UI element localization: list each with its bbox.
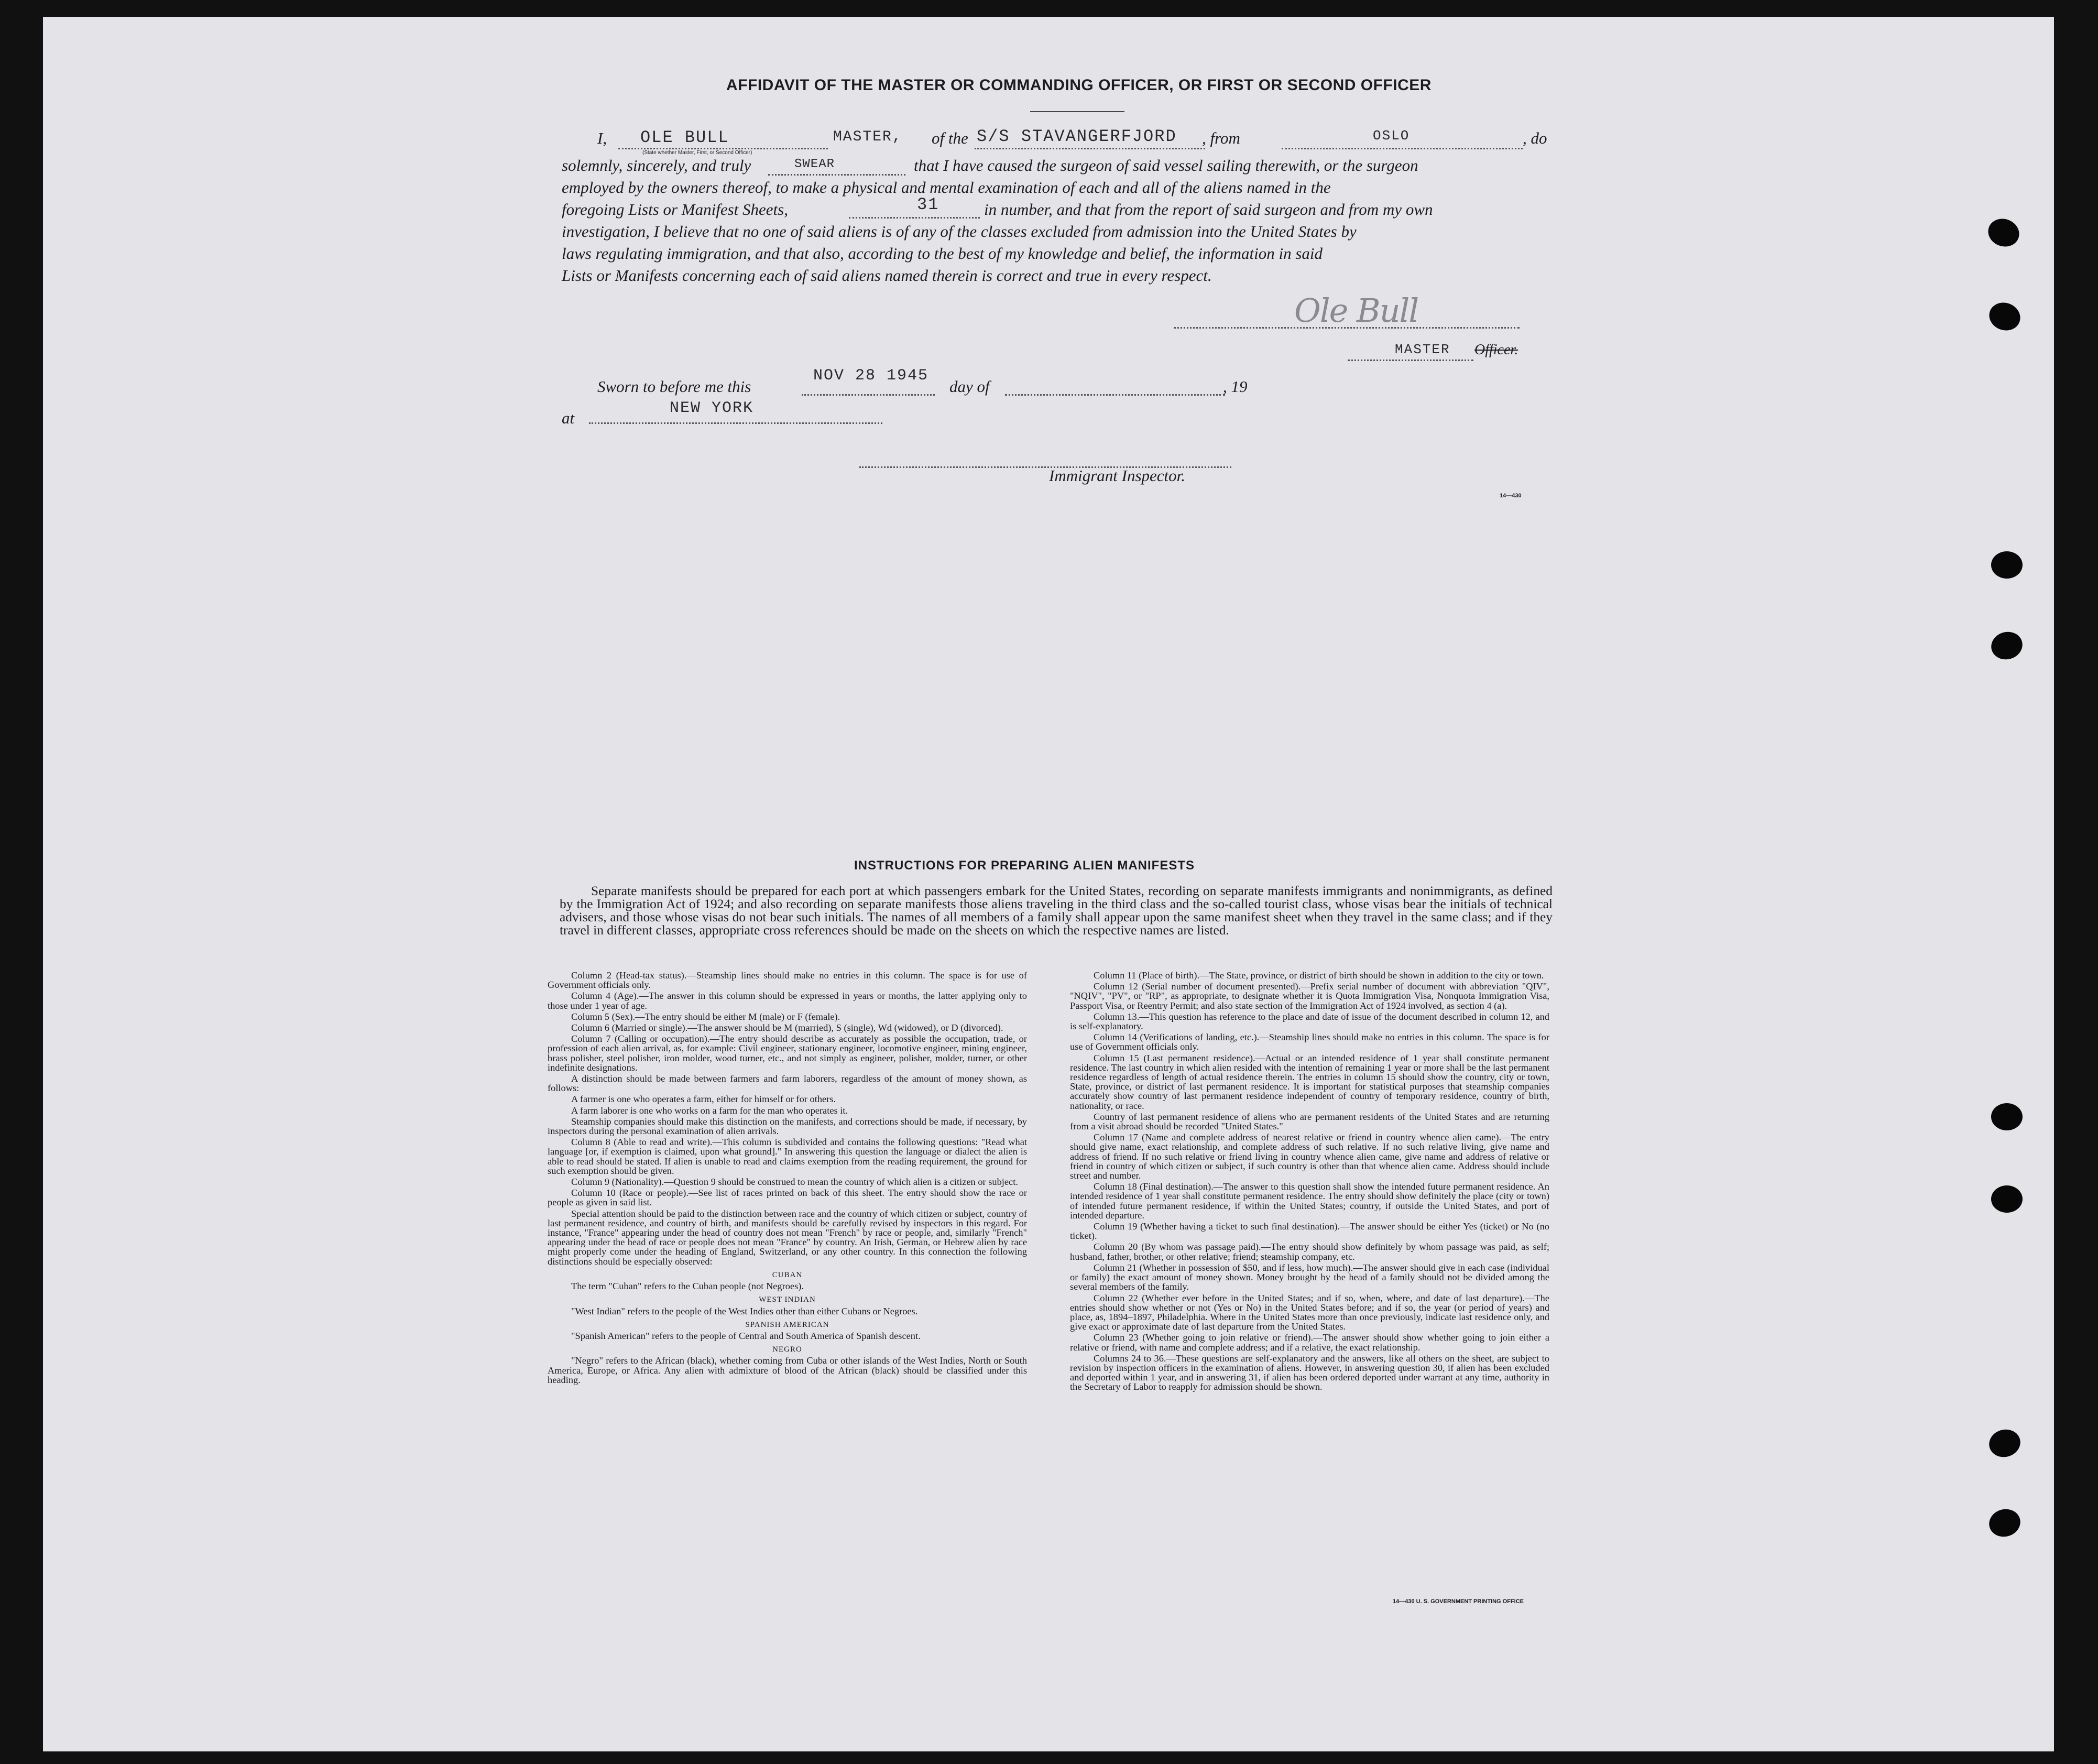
sworn-date-line: [802, 394, 935, 396]
vessel-line: [975, 148, 1205, 149]
title-rule: [1030, 111, 1124, 112]
heading-west-indian: WEST INDIAN: [759, 1295, 816, 1304]
instruction-item: Column 13.—This question has reference to the place and date of issue of the document described in column 12, and is self-explanatory.: [1070, 1011, 1549, 1032]
master-signature: Ole Bull: [1294, 291, 1418, 330]
state-note: (State whether Master, First, or Second Officer): [642, 150, 752, 156]
instruction-item: Column 4 (Age).—The answer in this column should be expressed in years or months, the latter applying only to those under 1 year of age.: [548, 990, 1027, 1011]
affidavit-title: AFFIDAVIT OF THE MASTER OR COMMANDING OFFICER, OR FIRST OR SECOND OFFICER: [726, 77, 1432, 94]
instruction-item: Column 17 (Name and complete address of nearest relative or friend in country whence alien came).—The entry should give name, exact relationship, and complete address of such relative. If no such relative living, give name and address of friend. If no such relative or friend living in country whence alien came, give name and address of relative or friend in country of which citizen or subject, if such country is other than that whence alien came. Address should include street and number.: [1070, 1132, 1549, 1181]
instruction-item: Column 7 (Calling or occupation).—The entry should describe as accurately as possible the occupation, trade, or profession of each alien arrival, as, for example: Civil engineer, stationary engineer, locomotive engineer, mining engineer, brass polisher, steel polisher, iron molder, wood turner, etc., and not simply as engineer, polisher, molder, turner, or other indefinite designations.: [548, 1033, 1027, 1073]
heading-spanish-american: SPANISH AMERICAN: [745, 1320, 829, 1329]
instruction-item: "West Indian" refers to the people of the West Indies other than either Cubans or Negroes.: [571, 1305, 918, 1316]
instruction-item: Column 22 (Whether ever before in the United States; and if so, when, where, and date of last departure).—The entries should show whether or not (Yes or No) in the United States before; and if so, the year (or period of years) and place, as, 1894–1897, Philadelphia. Where in the United States more than once previously, indicate last residence only, and give exact or approximate date of last departure from the United States.: [1070, 1292, 1549, 1332]
instruction-item: The term "Cuban" refers to the Cuban people (not Negroes).: [571, 1281, 804, 1292]
affidavit-line-6: laws regulating immigration, and that also, according to the best of my knowledge and belief, the information in said: [562, 244, 1323, 263]
port-of-departure: OSLO: [1373, 128, 1410, 144]
affidavit-line-3: employed by the owners thereof, to make a physical and mental examination of each and all of the aliens named in the: [562, 178, 1331, 197]
form-number: 14—430: [1500, 493, 1522, 499]
instruction-item: Column 8 (Able to read and write).—This column is subdivided and contains the following questions: "Read what language [or, if exemption is claimed, upon what ground]." In answering this question the language or dialect the alien is able to read should be stated. If alien is unable to read and claims exemption from the reading requirement, the ground for such exemption should be given.: [548, 1137, 1027, 1176]
day-of-line: [1005, 394, 1225, 396]
instruction-item: Steamship companies should make this distinction on the manifests, and corrections should be made, if necessary, by inspectors during the personal examination of alien arrivals.: [548, 1116, 1027, 1137]
affidavit-line-2: that I have caused the surgeon of said vessel sailing therewith, or the surgeon: [914, 156, 1418, 175]
word-at: at: [562, 409, 575, 427]
count-line: [849, 217, 980, 219]
instruction-item: Column 19 (Whether having a ticket to such final destination).—The answer should be either Yes (ticket) or No (no ticket).: [1070, 1221, 1549, 1242]
instruction-item: A farmer is one who operates a farm, either for himself or for others.: [571, 1094, 836, 1105]
heading-cuban: CUBAN: [772, 1270, 803, 1279]
sworn-place: NEW YORK: [670, 399, 754, 417]
instruction-item: Column 2 (Head-tax status).—Steamship lines should make no entries in this column. The space is for use of Government officials only.: [548, 970, 1027, 990]
instruction-item: Column 9 (Nationality).—Question 9 should be construed to mean the country of which alien is a citizen or subject.: [571, 1177, 1018, 1188]
instruction-item: Column 5 (Sex).—The entry should be either M (male) or F (female).: [571, 1011, 840, 1022]
instructions-left-column: [548, 971, 1027, 1386]
instruction-item: "Negro" refers to the African (black), whether coming from Cuba or other islands of the West Indies, North or South America, Europe, or Africa. Any alien with admixture of blood of the African (black) should be classified under this heading.: [548, 1355, 1027, 1385]
word-sworn: Sworn to before me this: [597, 377, 751, 396]
instruction-item: Column 21 (Whether in possession of $50, and if less, how much).—The answer should give in each case (individual or family) the exact amount of money shown. Money brought by the head of a family should not be divided among the several members of the family.: [1070, 1262, 1549, 1292]
instruction-item: Column 14 (Verifications of landing, etc.).—Steamship lines should make no entries in this column. The space is for use of Government officials only.: [1070, 1032, 1549, 1052]
instruction-item: Column 12 (Serial number of document presented).—Prefix serial number of document with abbreviation "QIV", "NQIV", "PV", or "RP", as appropriate, to designate whether it is Quota Immigration Visa, Nonquota Immigration Visa, Passport Visa, or Reentry Permit; and also state section of the Immigration Act of 1924 involved, as section 4 (a).: [1070, 981, 1549, 1011]
word-i: I,: [597, 129, 607, 147]
word-from: , from: [1202, 129, 1240, 147]
heading-negro: NEGRO: [772, 1345, 802, 1354]
word-19: , 19: [1223, 377, 1248, 396]
binding-hole: [1991, 551, 2023, 579]
sworn-date: NOV 28 1945: [813, 367, 929, 385]
instruction-item: Column 10 (Race or people).—See list of races printed on back of this sheet. The entry should show the race or people as given in said list.: [548, 1188, 1027, 1208]
instruction-item: Country of last permanent residence of aliens who are permanent residents of the United States and are returning from a visit abroad should be recorded "United States.": [1070, 1111, 1549, 1132]
instruction-item: Column 6 (Married or single).—The answer should be M (married), S (single), Wd (widowed), or D (divorced).: [571, 1022, 1003, 1033]
instruction-item: Column 20 (By whom was passage paid).—The entry should show definitely by whom passage was paid, as self; husband, father, brother, or other relative; friend; steamship company, etc.: [1070, 1242, 1549, 1262]
binding-hole: [1991, 1103, 2023, 1130]
inspector-label: Immigrant Inspector.: [1049, 466, 1186, 485]
affidavit-line-5: investigation, I believe that no one of said aliens is of any of the classes excluded from admission into the United States by: [562, 222, 1357, 241]
master-name-line: [618, 148, 828, 149]
port-line: [1282, 148, 1523, 149]
signature-line: [1174, 327, 1520, 329]
oath-line: [768, 174, 905, 176]
master-name: OLE BULL: [640, 128, 729, 147]
struck-officer: Officer.: [1474, 342, 1518, 358]
sworn-place-line: [589, 422, 882, 424]
instruction-item: Column 15 (Last permanent residence).—Actual or an intended residence of 1 year shall constitute permanent residence. The last country in which alien resided with the intention of remaining 1 year or more shall be the last permanent residence regardless of length of actual residence therein. The entries in column 15 should show the country, city or town, State, province, or district of last permanent residence. It is important for statistical purposes that steamship companies accurately show country of last permanent residence independent of country of temporary residence, country of birth, nationality, or race.: [1070, 1052, 1549, 1111]
instruction-item: Column 23 (Whether going to join relative or friend).—The answer should show whether going to join either a relative or friend, with name and complete address; and if a relative, the exact relationship.: [1070, 1332, 1549, 1353]
affidavit-line-7: Lists or Manifests concerning each of said aliens named therein is correct and true in every respect.: [562, 266, 1212, 285]
vessel-name: S/S STAVANGERFJORD: [977, 127, 1177, 146]
affidavit-line-4: in number, and that from the report of said surgeon and from my own: [984, 200, 1433, 219]
signature-title-line: [1348, 360, 1473, 361]
word-do: , do: [1523, 129, 1547, 147]
instruction-item: Columns 24 to 36.—These questions are self-explanatory and the answers, like all others on the sheet, are subject to revision by inspection officers in the examination of aliens. However, in answering question 30, if alien has been excluded and deported within 1 year, and in answering 31, if alien has been ordered deported under warrant at any time, authority in the Secretary of Labor to reapply for admission should be shown.: [1070, 1353, 1549, 1392]
instruction-item: Special attention should be paid to the distinction between race and the country of which citizen or subject, country of last permanent residence, and country of birth, and manifests should be carefully revised by inspectors in this regard. For instance, "France" appearing under the head of country does not mean "French" by race or people, and, similarly "French" appearing under the head of race or people does not mean "France" by country. An Irish, German, or Hebrew alien by race might properly come under the heading of England, Switzerland, or any other country. In this connection the following distinctions should be especially observed:: [548, 1208, 1027, 1267]
printing-office-footer: 14—430 U. S. GOVERNMENT PRINTING OFFICE: [1393, 1598, 1524, 1605]
instruction-item: A distinction should be made between farmers and farm laborers, regardless of the amount of money shown, as follows:: [548, 1073, 1027, 1094]
instruction-item: Column 18 (Final destination).—The answer to this question shall show the intended future permanent residence. An intended residence of 1 year shall constitute permanent residence. The entry should show definitely the place (city or town) of intended future permanent residence, if within the United States; country, if outside the United States, and port of intended departure.: [1070, 1181, 1549, 1221]
instruction-item: "Spanish American" refers to the people of Central and South America of Spanish descent.: [571, 1330, 921, 1341]
instructions-right-column: [1070, 971, 1549, 1393]
alien-count: 31: [917, 195, 939, 214]
instructions-intro: Separate manifests should be prepared for each port at which passengers embark for the United States, recording on separate manifests immigrants and nonimmigrants, as defined by the Immigration Act of 1924; and also recording on separate manifests those aliens traveling in the third class and the so-called tourist class, whose visas bear the initials of technical advisers, and those whose visas do not bear such initials. The names of all members of a family shall appear upon the same manifest sheet when they travel in the same class; and if they travel in different classes, appropriate cross references should be made on the sheets on which the respective names are listed.: [560, 884, 1553, 938]
instructions-title: INSTRUCTIONS FOR PREPARING ALIEN MANIFESTS: [854, 858, 1195, 873]
word-solemnly: solemnly, sincerely, and truly: [562, 156, 751, 175]
signature-title: MASTER: [1395, 342, 1450, 357]
word-foregoing: foregoing Lists or Manifest Sheets,: [562, 200, 788, 219]
word-of-the: of the: [932, 129, 968, 147]
binding-hole: [1991, 1185, 2023, 1213]
master-title: MASTER,: [833, 129, 902, 145]
instruction-item: A farm laborer is one who works on a farm for the man who operates it.: [571, 1105, 848, 1116]
instruction-item: Column 11 (Place of birth).—The State, province, or district of birth should be shown in addition to the city or town.: [1094, 970, 1544, 981]
word-day-of: day of: [949, 377, 990, 396]
oath-word: SWEAR: [794, 157, 835, 171]
